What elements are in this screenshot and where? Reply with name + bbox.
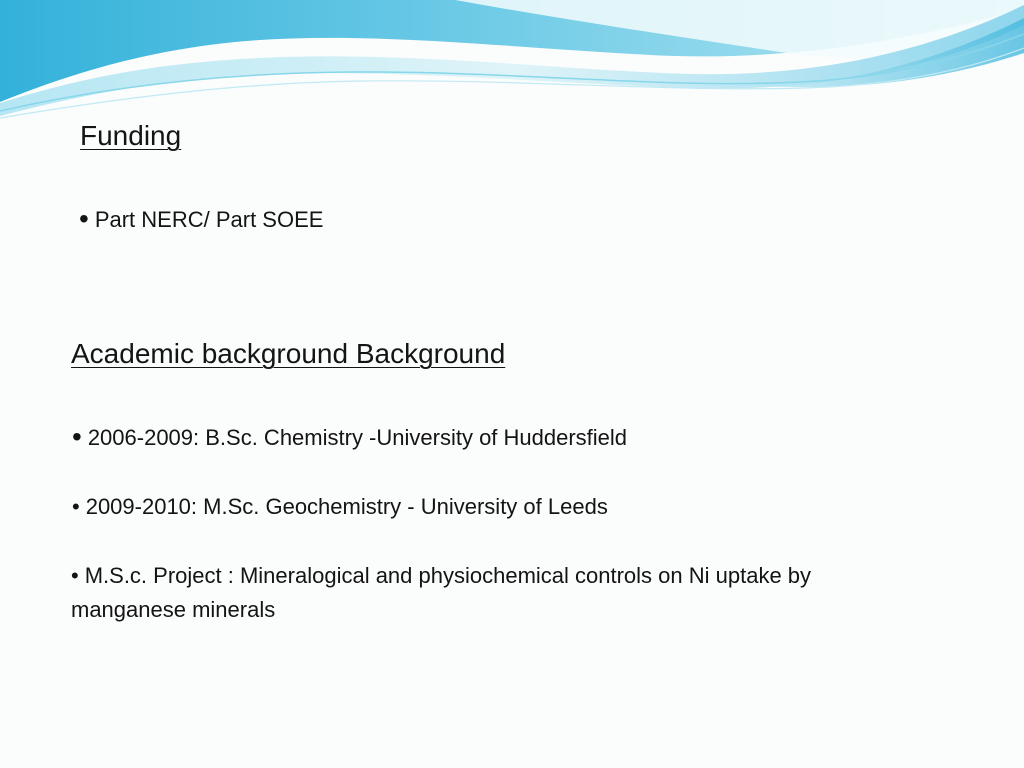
academic-item-msc: 2009-2010: M.Sc. Geochemistry - University of Leeds xyxy=(85,494,608,519)
bullet-icon: • xyxy=(71,563,79,588)
funding-heading: Funding xyxy=(80,120,182,151)
academic-background-heading: Academic background Background xyxy=(71,338,506,369)
academic-list-item xyxy=(72,490,608,523)
academic-item-bsc: 2006-2009: B.Sc. Chemistry -University of Huddersfield xyxy=(87,425,628,450)
bullet-icon: • xyxy=(72,421,82,452)
academic-list-item xyxy=(72,420,627,454)
funding-list-item xyxy=(79,202,323,236)
academic-list-item xyxy=(71,559,861,627)
academic-item-project: M.S.c. Project : Mineralogical and physiochemical controls on Ni uptake by manganese minerals xyxy=(71,563,812,622)
bullet-icon: • xyxy=(72,494,80,519)
bullet-icon: • xyxy=(79,203,89,234)
wave-header-decoration xyxy=(0,0,1024,130)
funding-item-text: Part NERC/ Part SOEE xyxy=(94,207,324,232)
